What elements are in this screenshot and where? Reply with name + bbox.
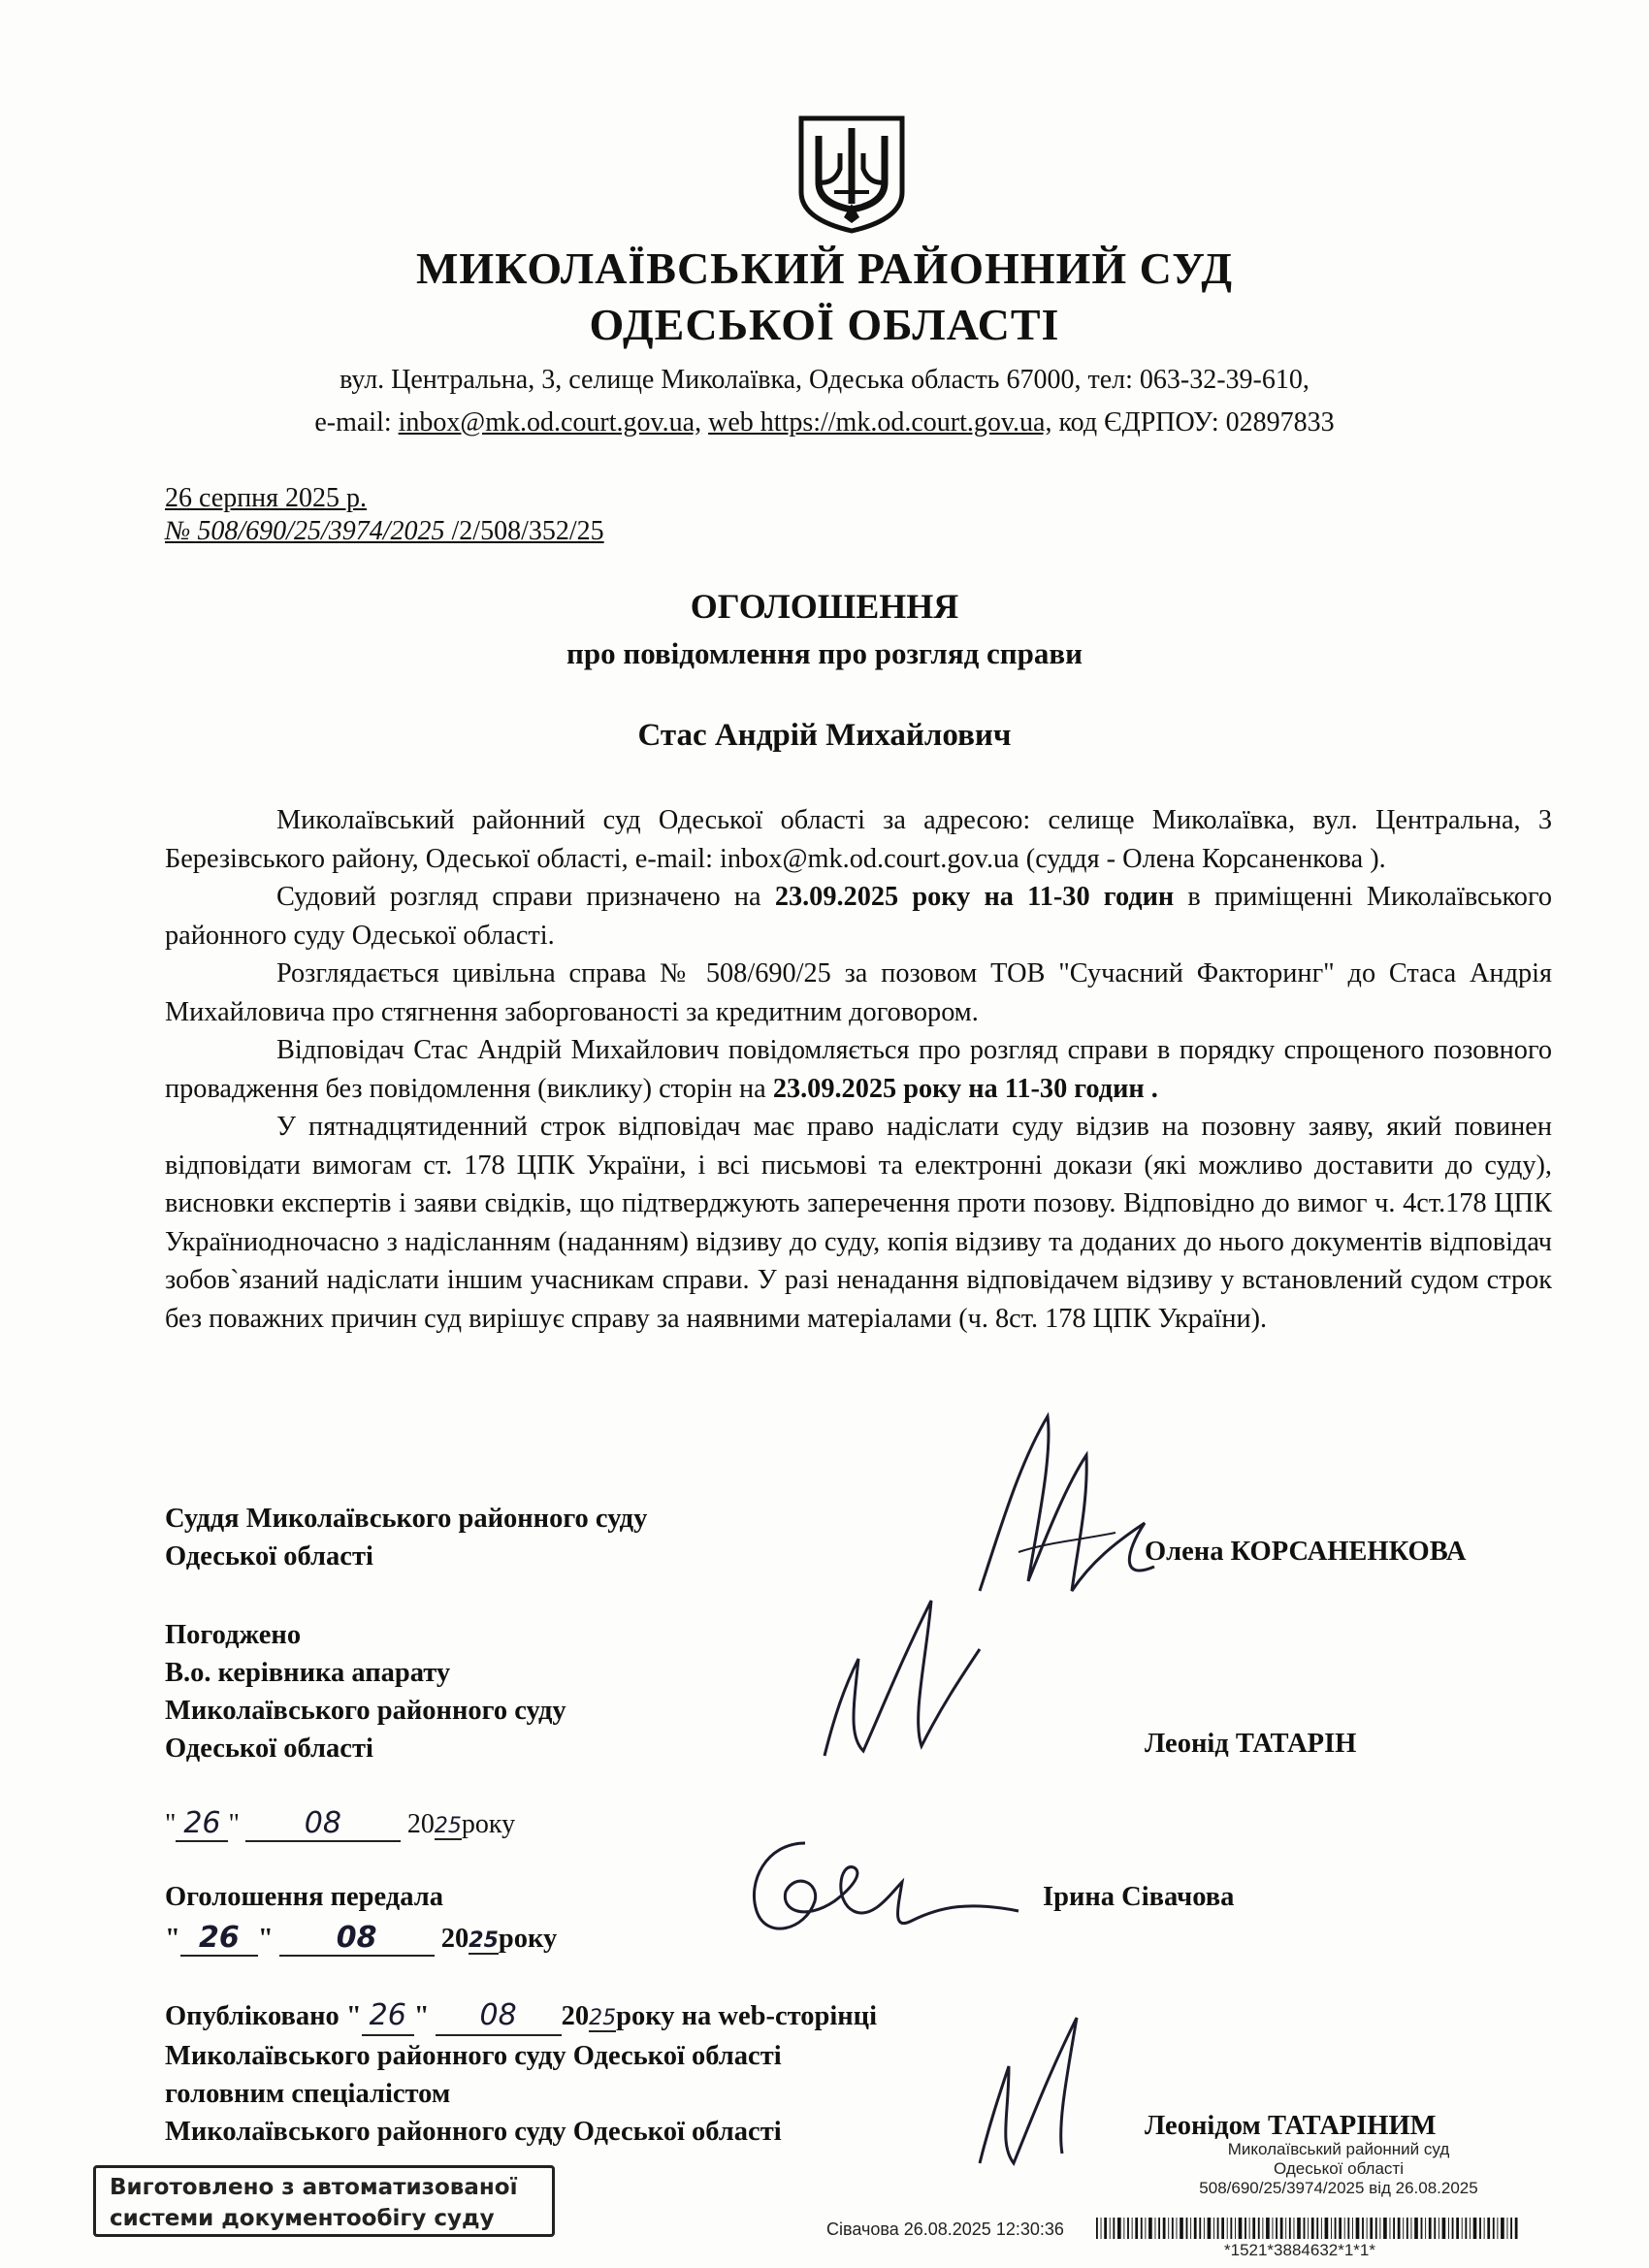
paragraph-case: Розглядається цивільна справа № 508/690/25 за позовом ТОВ "Сучасний Факторинг" до Стаса Андрія Михайловича про стягнення заборгованості за кредитним договором. [165,958,1552,1027]
published-prefix: Опубліковано " [165,2001,362,2031]
date2-year: 25 [469,1928,499,1953]
date1-suffix: року [461,1809,516,1839]
judge-title [165,1500,647,1575]
operator-timestamp: Сівачова 26.08.2025 12:30:36 [826,2219,1064,2239]
barcode-icon [1077,2218,1542,2239]
email-label: e-mail: [314,407,399,437]
document-number [165,516,604,547]
agreed-label: Погоджено [165,1620,302,1650]
date1-year: 25 [434,1814,462,1838]
transmitted-name: Ірина Сівачова [1043,1882,1235,1912]
head-title-line1: В.о. керівника апарату [165,1658,451,1688]
coat-of-arms-icon [795,114,908,235]
agreed-block [165,1616,566,1767]
pub-year-prefix: 20 [561,2001,590,2031]
quote-close: " [413,2001,430,2031]
paragraph-court-address: Миколаївський районний суд Одеської області за адресою: селище Миколаївка, вул. Центральна, 3 Березівського району, Одеської області, e-mail: inbox@mk.od.court.gov.ua (суддя - Олена Корсаненкова ). [165,805,1552,874]
notification-text: Відповідач Стас Андрій Михайлович повідомляється про розгляд справи в порядку спрощеного позовного провадження без повідомлення (виклику) сторін на [165,1035,1552,1104]
hearing-datetime: 23.09.2025 року на 11-30 годин [774,882,1175,912]
judge-name: Олена КОРСАНЕНКОВА [1145,1537,1467,1567]
judge-title-line1: Суддя Миколаївського районного суду [165,1504,648,1534]
published-line1 [165,1996,877,2037]
pub-suffix: року на web-сторінці [616,2001,878,2031]
notification-datetime: 23.09.2025 року на 11-30 годин . [772,1073,1158,1104]
published-line3: головним спеціалістом [165,2079,451,2109]
registration-info [1174,2140,1504,2198]
edrpou-code: код ЄДРПОУ: 02897833 [1051,407,1335,437]
defendant-name: Стас Андрій Михайлович [637,718,1012,753]
date2-year-prefix: 20 [440,1924,469,1954]
reg-line3: 508/690/25/3974/2025 від 26.08.2025 [1199,2179,1478,2197]
date1-month: 08 [245,1806,401,1842]
publisher-name: Леонідом ТАТАРІНИМ [1145,2111,1437,2141]
published-line2: Миколаївського районного суду Одеської області [165,2041,782,2071]
pub-month: 08 [436,1996,562,2036]
quote-close: " [257,1924,274,1954]
court-contacts [0,407,1649,438]
publisher-signature-icon [960,2008,1096,2173]
paragraph-response: У пятнадцятиденний строк відповідач має право надіслати суду відзив на позовну заяву, який повинен відповідати вимогам ст. 178 ЦПК України, і всі письмові та електронні докази (які можливо доставити до суду), висновки експертів і заяви свідків, що підтверджують заперечення проти позову. Відповідно до вимог ч. 4ст.178 ЦПК Україниодночасно з надісланням (наданням) відзиву до суду, копія відзиву та доданих до нього документів відповідач зобов`язаний надіслати іншим учасникам справи. У разі ненадання відповідачем відзиву у встановлений судом строк без поважних причин суд вирішує справу за наявними матеріалами (ч. 8ст. 178 ЦПК України). [165,1112,1552,1334]
court-name-line1: МИКОЛАЇВСЬКИЙ РАЙОННИЙ СУД [415,243,1233,293]
court-address: вул. Центральна, 3, селище Миколаївка, Одеська область 67000, тел: 063-32-39-610, [340,365,1310,395]
head-signature-icon [805,1571,999,1766]
date1-year-prefix: 20 [406,1809,435,1839]
pub-year: 25 [589,2006,617,2030]
head-title-line2: Миколаївського районного суду [165,1696,566,1726]
transmitter-signature-icon [728,1814,1038,1950]
stamp-line1: Виготовлено з автоматизованої [110,2175,518,2200]
quote-close: " [228,1809,240,1839]
judge-title-line2: Одеської області [165,1541,373,1571]
date2-month: 08 [279,1921,435,1957]
published-line4: Миколаївського районного суду Одеської області [165,2117,782,2147]
quote-open: " [165,1924,180,1954]
pub-day: 26 [362,1996,414,2036]
barcode-code: *1521*3884632*1*1* [1224,2241,1375,2259]
transmitted-label: Оголошення передала [165,1882,443,1912]
document-number-tail: /2/508/352/25 [444,516,604,546]
quote-open: " [165,1809,177,1839]
document-number-main: № 508/690/25/3974/2025 [165,516,445,546]
paragraph-notification [165,1031,1552,1108]
notice-body [165,801,1552,1338]
date-line-transmitted [165,1921,557,1957]
reg-line2: Одеської області [1274,2159,1404,2178]
document-date: 26 серпня 2025 р. [165,483,368,513]
stamp-line2: системи документообігу суду [110,2206,495,2231]
date2-day: 26 [180,1921,258,1957]
paragraph-hearing-date [165,878,1552,955]
date1-day: 26 [176,1806,228,1842]
date-line-agreed [165,1806,515,1842]
automated-system-stamp [93,2165,555,2237]
court-name-line2: ОДЕСЬКОЇ ОБЛАСТІ [589,300,1060,349]
page-title: ОГОЛОШЕННЯ [690,587,959,626]
published-block [165,1996,877,2151]
date2-suffix: року [498,1924,558,1954]
hearing-text-a: Судовий розгляд справи призначено на [276,882,775,912]
reg-line1: Миколаївський районний суд [1227,2140,1450,2158]
head-title-line3: Одеської області [165,1733,373,1764]
email-link[interactable]: inbox@mk.od.court.gov.ua, [398,407,702,437]
hearing-text-c: в приміщенні Миколаївського районного суду Одеської області. [165,882,1552,951]
head-name: Леонід ТАТАРІН [1145,1729,1357,1759]
page-subtitle: про повідомлення про розгляд справи [566,636,1083,670]
web-link[interactable]: web https://mk.od.court.gov.ua, [708,407,1052,437]
